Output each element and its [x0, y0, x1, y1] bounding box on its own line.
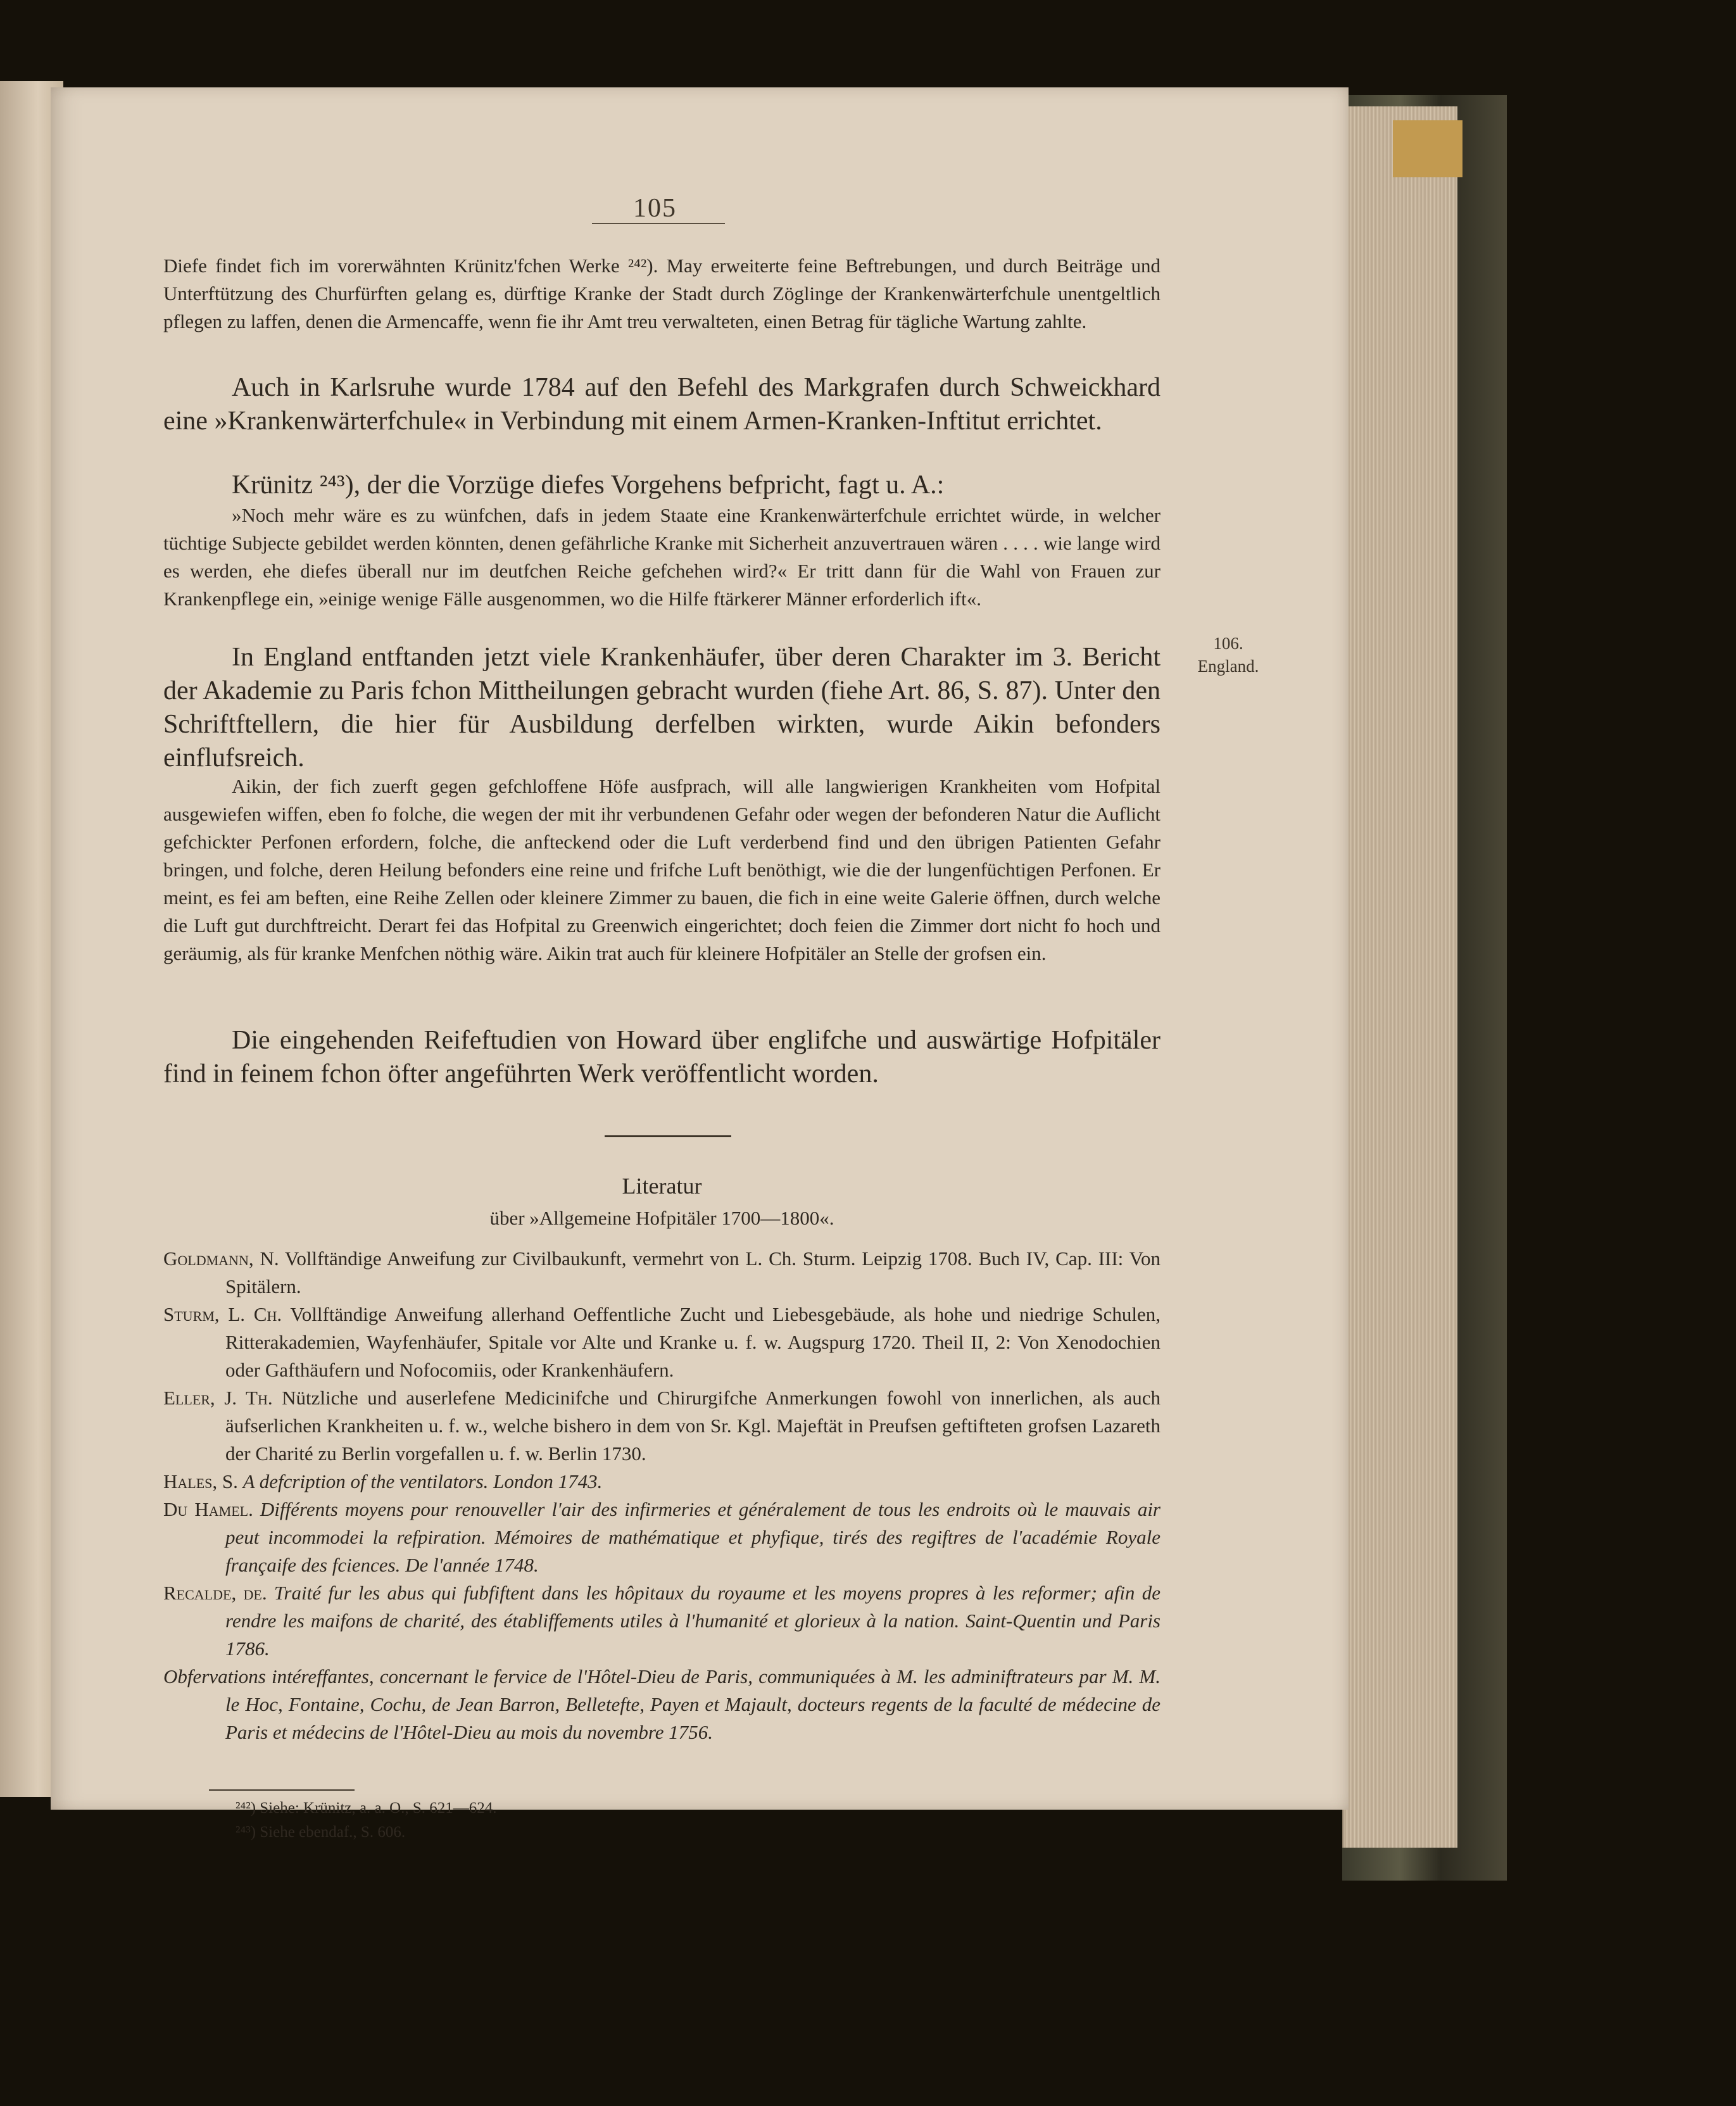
literature-title: Literatur — [622, 1173, 702, 1199]
paragraph-5: In England entftanden jetzt viele Krankenhäufer, über deren Charakter im 3. Bericht der Akademie zu Paris fchon Mittheilungen gebracht wurden (fiehe Art. 86, S. 87). Unter den Schriftftellern, die hier für Ausbildung derfelben wirkten, wurde Aikin befonders einflufsreich. — [163, 643, 1160, 772]
lit-author: Hales, S. — [163, 1470, 238, 1492]
paragraph-7: Die eingehenden Reifeftudien von Howard über englifche und auswärtige Hofpitäler find in feinem fchon öfter angeführten Werk veröffentlicht worden. — [163, 1026, 1160, 1088]
lit-text: Différents moyens pour renouveller l'air des infirmeries et généralement de tous les endroits où le mauvais air peut incommodei la refpiration. Mémoires de mathématique et phyfique, tirés des regiftres de l'académie Royale françaife des fciences. De l'année 1748. — [225, 1498, 1160, 1576]
lit-author: Recalde, de. — [163, 1582, 267, 1604]
lit-text: Nützliche und auserlefene Medicinifche und Chirurgifche Anmerkungen fowohl von innerlichen, als auch äufserlichen Krankheiten u. f. w., welche bishero in dem von Sr. Kgl. Majeftät in Preufsen geftifteten grofsen Lazareth der Charité zu Berlin vorgefallen u. f. w. Berlin 1730. — [225, 1387, 1160, 1465]
paragraph-1: Diefe findet fich im vorerwähnten Krünitz'fchen Werke ²⁴²). May erweiterte feine Beftrebungen, und durch Beiträge und Unterftützung des Churfürften gelang es, dürftige Kranke der Stadt durch Zöglinge der Krankenwärterfchule unentgeltlich pflegen zu laffen, denen die Armencaffe, wenn fie ihr Amt treu verwalteten, einen Betrag für tägliche Wartung zahlte. — [163, 255, 1160, 332]
lit-text: Obfervations intéreffantes, concernant le fervice de l'Hôtel-Dieu de Paris, communiquées à M. les adminiftrateurs par M. M. le Hoc, Fontaine, Cochu, de Jean Barron, Belletefte, Payen et Majault, docteurs regents de la faculté de médecine de Paris et médecins de l'Hôtel-Dieu au mois du novembre 1756. — [163, 1665, 1160, 1743]
paragraph-2: Auch in Karlsruhe wurde 1784 auf den Befehl des Markgrafen durch Schweickhard eine »Krankenwärterfchule« in Verbindung mit einem Armen-Kranken-Inftitut errichtet. — [163, 373, 1160, 436]
lit-author: Sturm, L. Ch. — [163, 1303, 282, 1325]
lit-author: Goldmann, N. — [163, 1247, 279, 1270]
margin-note-number: 106. — [1213, 634, 1243, 653]
lit-text: Traité fur les abus qui fubfiftent dans les hôpitaux du royaume et les moyens propres à les reformer; afin de rendre les maifons de charité, des établiffements utiles à l'humanité et glorieux à la nation. Saint-Quentin und Paris 1786. — [225, 1582, 1160, 1660]
header-rule — [592, 223, 725, 224]
footnote: ²⁴³) Siehe ebendaf., S. 606. — [236, 1824, 406, 1841]
lit-text: Vollftändige Anweifung zur Civilbaukunft, vermehrt von L. Ch. Sturm. Leipzig 1708. Buch IV, Cap. III: Von Spitälern. — [225, 1247, 1160, 1297]
gilt-edge — [1393, 120, 1462, 177]
page-number: 105 — [633, 194, 677, 223]
margin-note-label: England. — [1197, 657, 1259, 676]
lit-entry — [163, 1245, 1160, 1301]
section-rule — [605, 1135, 731, 1137]
lit-entry — [163, 1384, 1160, 1468]
page-stack — [1342, 106, 1457, 1848]
lit-entry — [163, 1663, 1160, 1746]
lit-author: Du Hamel. — [163, 1498, 253, 1520]
margin-note — [1184, 632, 1273, 678]
paragraph-6: Aikin, der fich zuerft gegen gefchloffene Höfe ausfprach, will alle langwierigen Krankheiten vom Hofpital ausgewiefen wiffen, eben fo folche, die wegen der mit ihr verbundenen Gefahr oder wegen der befonderen Natur die Auflicht gefchickter Perfonen erfordern, folche, die anfteckend oder die Luft verderbend find und den übrigen Patienten Gefahr bringen, und folche, deren Heilung befonders eine reine und frifche Luft benöthigt, wie die der lungenfüchtigen Perfonen. Er meint, es fei am beften, eine Reihe Zellen oder kleinere Zimmer zu bauen, die fich in eine weite Galerie öffnen, durch welche die Luft gut durchftreicht. Derart fei das Hofpital zu Greenwich eingerichtet; doch feien die Zimmer dort nicht fo hoch und geräumig, als für kranke Menfchen nöthig wäre. Aikin trat auch für kleinere Hofpitäler an Stelle der grofsen ein. — [163, 775, 1160, 964]
lit-entry — [163, 1579, 1160, 1663]
lit-author: Eller, J. Th. — [163, 1387, 273, 1409]
lit-text: Vollftändige Anweifung allerhand Oeffentliche Zucht und Liebesgebäude, als hohe und niedrige Schulen, Ritterakademien, Wayfenhäufer, Spitale vor Alte und Kranke u. f. w. Augspurg 1720. Theil II, 2: Von Xenodochien oder Gafthäufern und Nofocomiis, oder Krankenhäufern. — [225, 1303, 1160, 1381]
footnote: ²⁴²) Siehe: Krünitz, a. a. O., S. 621—624. — [236, 1800, 497, 1817]
lit-entry — [163, 1496, 1160, 1579]
footnote-rule — [209, 1789, 355, 1791]
lit-entry — [163, 1468, 1160, 1496]
quote-paragraph: »Noch mehr wäre es zu wünfchen, dafs in jedem Staate eine Krankenwärterfchule errichtet würde, in welcher tüchtige Subjecte gebildet werden könnten, denen gefährliche Kranke mit Sicherheit anzuvertrauen wären . . . . wie lange wird es werden, ehe diefes überall nur im deutfchen Reiche gefchehen wird?« Er tritt dann für die Wahl von Frauen zur Krankenpflege ein, »einige wenige Fälle ausgenommen, wo die Hilfe ftärkerer Männer erforderlich ift«. — [163, 504, 1160, 610]
literature-subtitle: über »Allgemeine Hofpitäler 1700—1800«. — [489, 1207, 834, 1229]
paragraph-3: Krünitz ²⁴³), der die Vorzüge diefes Vorgehens befpricht, fagt u. A.: — [232, 470, 945, 500]
lit-text: A defcription of the ventilators. London 1743. — [242, 1470, 603, 1492]
lit-entry — [163, 1301, 1160, 1384]
